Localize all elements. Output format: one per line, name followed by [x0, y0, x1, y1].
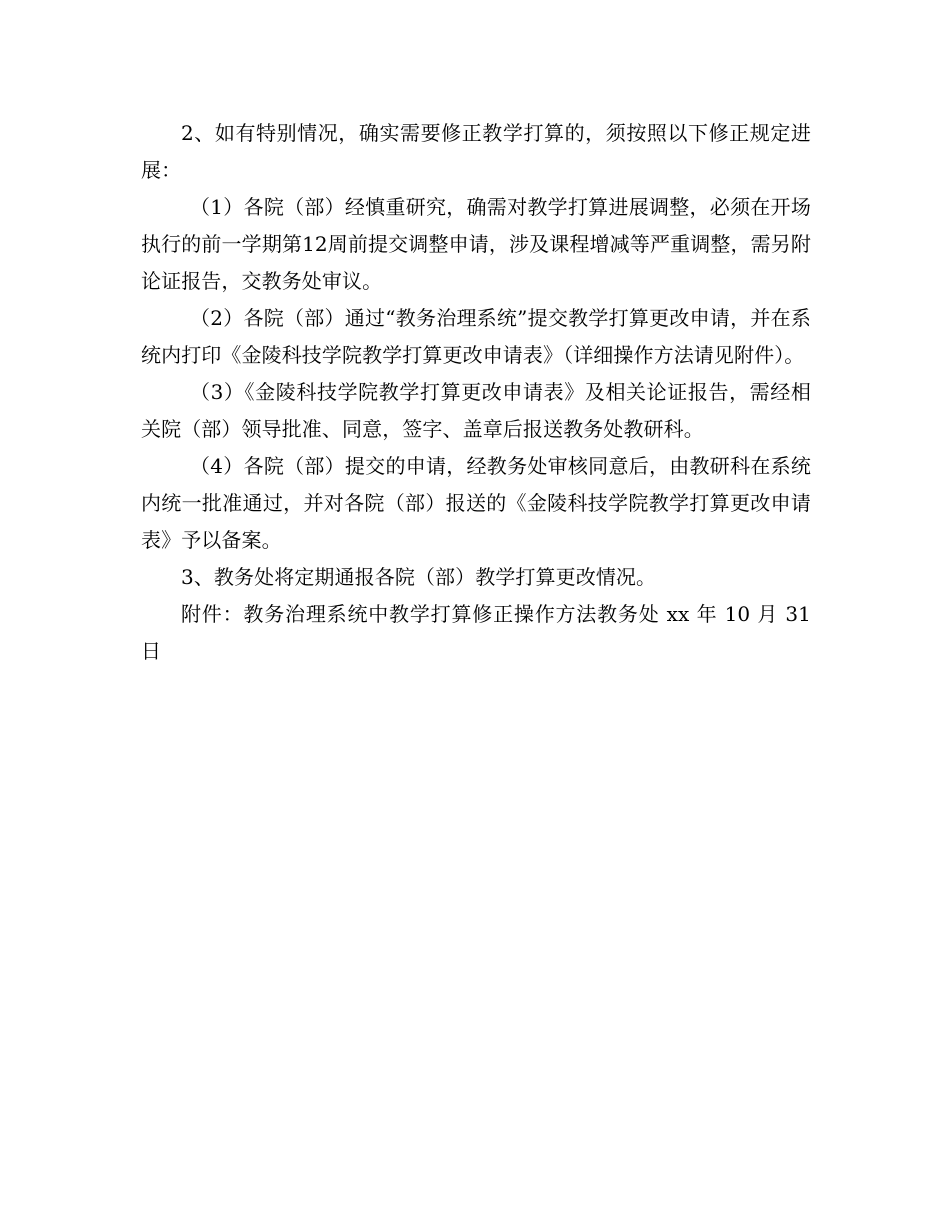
paragraph-item-4: （4）各院（部）提交的申请，经教务处审核同意后，由教研科在系统内统一批准通过，并对各院（部）报送的《金陵科技学院教学打算更改申请表》予以备案。 — [141, 454, 811, 552]
paragraph-item-1: （1）各院（部）经慎重研究，确需对教学打算进展调整，必须在开场执行的前一学期第12周前提交调整申请，涉及课程增减等严重调整，需另附论证报告，交教务处审议。 — [141, 195, 811, 293]
paragraph-attachment-signature: 附件：教务治理系统中教学打算修正操作方法教务处 xx 年 10 月 31 日 — [141, 602, 811, 663]
paragraph-revision-rule: 2、如有特别情况，确实需要修正教学打算的，须按照以下修正规定进展： — [141, 121, 811, 182]
paragraph-item-2: （2）各院（部）通过“教务治理系统”提交教学打算更改申请，并在系统内打印《金陵科技学院教学打算更改申请表》（详细操作方法请见附件）。 — [141, 306, 811, 367]
paragraph-notification: 3、教务处将定期通报各院（部）教学打算更改情况。 — [181, 565, 657, 589]
paragraph-item-3: （3）《金陵科技学院教学打算更改申请表》及相关论证报告，需经相关院（部）领导批准、同意，签字、盖章后报送教务处教研科。 — [141, 380, 811, 441]
document-body — [141, 115, 811, 670]
